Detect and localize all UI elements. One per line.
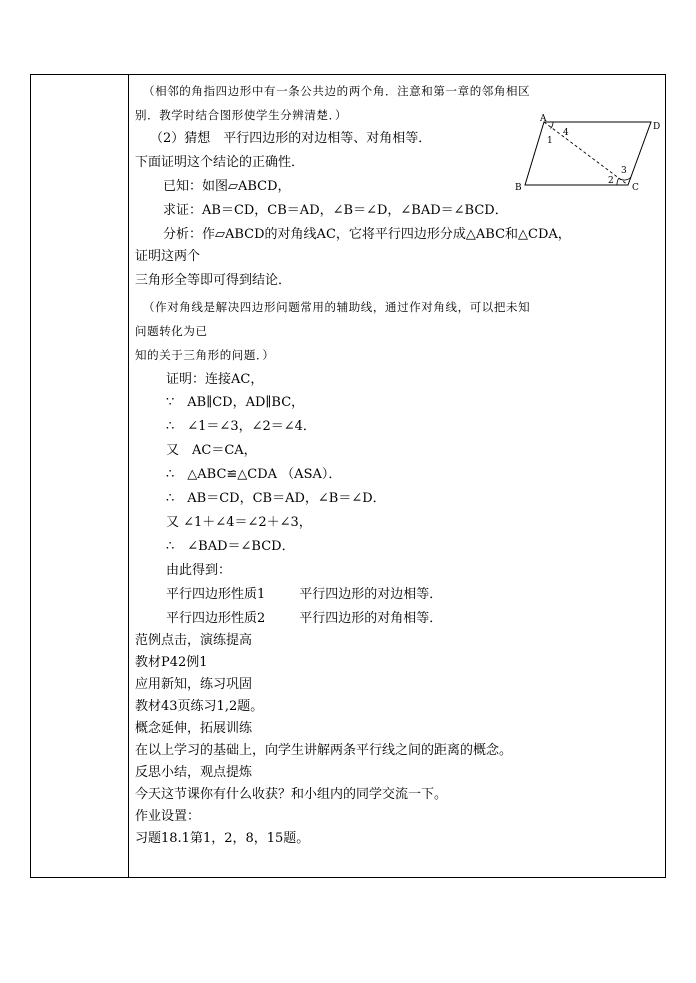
property-text: 平行四边形的对边相等． — [299, 587, 443, 602]
analysis-line: 三角形全等即可得到结论． — [135, 273, 292, 288]
angle-4-label: 4 — [563, 128, 569, 138]
analysis-line: 证明这两个 — [135, 249, 201, 264]
vertex-a-label: A — [540, 114, 547, 124]
given-line: 已知：如图▱ABCD， — [163, 179, 291, 194]
angle-arc-3 — [620, 177, 631, 180]
note-line: 知的关于三角形的问题．） — [135, 348, 275, 362]
section-line: 教材43页练习1,2题。 — [135, 699, 264, 714]
proof-line: ∴ AB＝CD，CB＝AD，∠B＝∠D． — [166, 491, 386, 506]
note-line: （作对角线是解决四边形问题常用的辅助线，通过作对角线，可以把未知 — [143, 300, 531, 314]
angle-1-label: 1 — [547, 136, 553, 146]
proof-line: ∴ ∠BAD＝∠BCD． — [166, 539, 295, 554]
section-line: 概念延伸，拓展训练 — [135, 721, 253, 736]
analysis-line: 分析：作▱ABCD的对角线AC，它将平行四边形分成△ABC和△CDA， — [163, 227, 571, 242]
parallelogram-figure — [511, 114, 661, 194]
diagonal-ac — [544, 122, 628, 185]
property-line — [166, 611, 442, 627]
section-line: 反思小结，观点提炼 — [135, 765, 253, 780]
vertex-b-label: B — [515, 183, 522, 193]
prove-intro: 下面证明这个结论的正确性． — [135, 155, 305, 170]
left-cell — [31, 75, 128, 877]
section-line: 习题18.1第1，2，8，15题。 — [135, 831, 310, 846]
proof-line: ∵ AB∥CD，AD∥BC， — [166, 395, 305, 410]
property-text: 平行四边形的对角相等． — [299, 611, 443, 626]
cell-divider — [128, 75, 129, 877]
parallelogram-outline — [525, 122, 651, 185]
to-prove-line: 求证：AB＝CD，CB＝AD，∠B＝∠D，∠BAD＝∠BCD． — [163, 203, 508, 218]
section-line: 应用新知，练习巩固 — [135, 677, 253, 692]
proof-line: 证明：连接AC， — [166, 372, 264, 387]
angle-3-label: 3 — [621, 166, 627, 176]
property-line — [166, 587, 442, 603]
proof-line: ∴ ∠1＝∠3，∠2＝∠4． — [166, 419, 316, 434]
guess-line: （2）猜想 平行四边形的对边相等、对角相等． — [150, 131, 432, 146]
proof-line: 又 AC＝CA， — [166, 443, 257, 458]
note-line: 问题转化为已 — [135, 324, 208, 338]
property-name: 平行四边形性质2 — [166, 611, 266, 626]
section-line: 今天这节课你有什么收获？和小组内的同学交流一下。 — [135, 787, 448, 802]
property-name: 平行四边形性质1 — [166, 587, 266, 602]
note-line: 别．教学时结合图形使学生分辨清楚．） — [135, 108, 348, 122]
angle-arc-2 — [617, 178, 619, 185]
angle-2-label: 2 — [608, 176, 614, 186]
section-line: 作业设置： — [135, 809, 201, 824]
vertex-d-label: D — [653, 122, 661, 132]
proof-line: ∴ △ABC≌△CDA （ASA）． — [166, 467, 342, 482]
section-line: 在以上学习的基础上，向学生讲解两条平行线之间的距离的概念。 — [135, 743, 513, 758]
note-line: （相邻的角指四边形中有一条公共边的两个角．注意和第一章的邻角相区 — [143, 84, 531, 98]
proof-line: 由此得到： — [166, 563, 232, 578]
section-line: 教材P42例1 — [135, 655, 208, 670]
section-line: 范例点击，演练提高 — [135, 633, 253, 648]
vertex-c-label: C — [632, 183, 639, 193]
angle-arc-4 — [551, 122, 554, 129]
proof-line: 又 ∠1＋∠4＝∠2＋∠3， — [166, 515, 312, 530]
